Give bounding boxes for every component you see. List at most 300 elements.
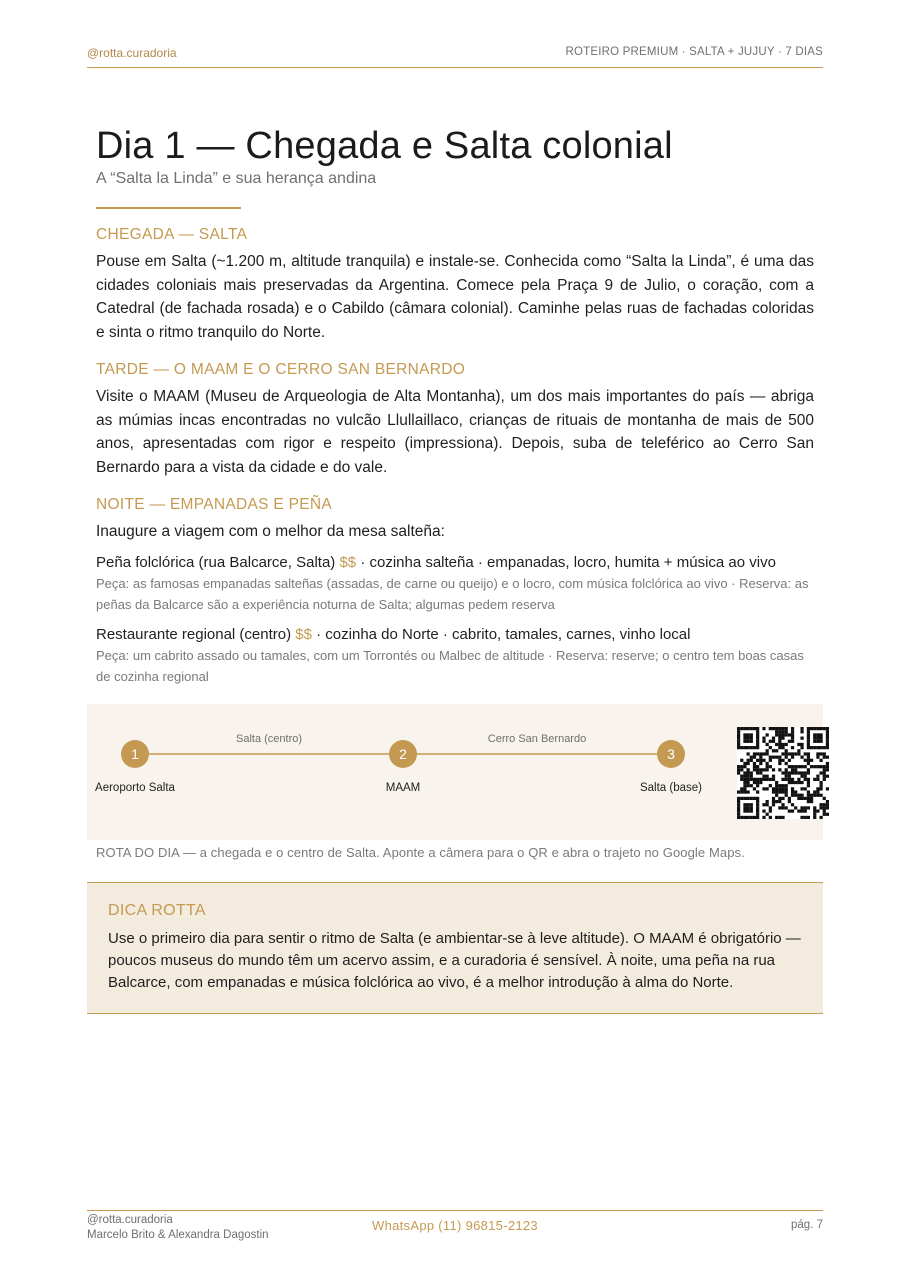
qr-module [756,771,759,774]
qr-module [819,740,822,743]
section-heading-arrival: CHEGADA — SALTA [96,226,248,243]
qr-module [747,746,750,749]
qr-module [797,743,800,746]
qr-module [797,749,800,752]
qr-module [823,765,826,768]
qr-module [743,816,746,819]
qr-module [826,803,829,806]
qr-module [769,746,772,749]
qr-module [823,746,826,749]
qr-module [778,730,781,733]
qr-module [788,797,791,800]
qr-module [813,809,816,812]
qr-module [823,768,826,771]
qr-module [826,740,829,743]
qr-module [775,794,778,797]
qr-module [778,740,781,743]
qr-module [807,733,810,736]
qr-module [778,743,781,746]
qr-module [813,727,816,730]
qr-module [785,794,788,797]
venue-line [96,553,814,573]
qr-module [740,727,743,730]
qr-module [743,746,746,749]
qr-module [743,778,746,781]
qr-module [772,727,775,730]
qr-module [769,806,772,809]
qr-module [788,778,791,781]
venue-details: · cozinha do Norte · cabrito, tamales, carnes, vinho local [316,626,691,643]
qr-module [753,752,756,755]
qr-module [747,740,750,743]
page-footer [87,1210,823,1242]
qr-module [743,765,746,768]
qr-module [766,743,769,746]
venue-name: Peña folclórica (rua Balcarce, Salta) [96,554,336,571]
qr-module [750,771,753,774]
qr-module [791,765,794,768]
qr-module [794,790,797,793]
qr-module [785,743,788,746]
qr-module [791,746,794,749]
section-text-afternoon: Visite o MAAM (Museu de Arqueologia de Alta Montanha), um dos mais importantes do país — abriga as múmias incas encontradas no vulcão Llullaillaco, crianças de rituais de montanha de mais de 500 anos, apresentadas com rigor e respeito (impressiona). Depois, suba de teleférico ao Cerro San Bernardo para a vista da cidade e do vale. [96,388,814,476]
qr-module [747,778,750,781]
qr-module [750,740,753,743]
qr-module [750,737,753,740]
qr-module [816,752,819,755]
venue-price: $$ [295,626,312,643]
main-content [96,124,814,687]
route-stop-label: MAAM [385,782,421,794]
qr-module [807,797,810,800]
qr-module [791,809,794,812]
qr-module [794,771,797,774]
qr-module [756,803,759,806]
qr-module [823,806,826,809]
qr-module [737,743,740,746]
qr-module [759,768,762,771]
qr-module [807,806,810,809]
qr-module [737,816,740,819]
qr-module [772,790,775,793]
qr-module [740,768,743,771]
qr-module [747,781,750,784]
footer-authors: Marcelo Brito & Alexandra Dagostin [87,1229,269,1241]
qr-module [762,740,765,743]
qr-module [826,813,829,816]
qr-module [750,746,753,749]
qr-module [816,733,819,736]
route-leg-label: Salta (centro) [235,733,303,745]
qr-module [778,727,781,730]
qr-module [747,809,750,812]
qr-module [800,775,803,778]
qr-module [747,752,750,755]
qr-module [766,768,769,771]
route-map-box [87,704,823,840]
qr-module [788,800,791,803]
qr-module [743,809,746,812]
qr-module [807,762,810,765]
qr-module [800,787,803,790]
qr-module [810,746,813,749]
venue-details: · cozinha salteña · empanadas, locro, humita + música ao vivo [360,554,776,571]
qr-module [826,787,829,790]
qr-module [800,727,803,730]
qr-module [750,775,753,778]
qr-module [781,737,784,740]
qr-module [753,781,756,784]
section-heading-night: NOITE — EMPANADAS E PEÑA [96,496,333,513]
qr-module [816,778,819,781]
qr-module [785,784,788,787]
qr-module [756,809,759,812]
qr-module [759,771,762,774]
qr-module [794,781,797,784]
qr-module [810,765,813,768]
qr-module [788,759,791,762]
qr-module [807,800,810,803]
qr-module [807,756,810,759]
qr-module [740,816,743,819]
qr-module [813,778,816,781]
qr-module [775,730,778,733]
qr-module [788,733,791,736]
qr-module [753,778,756,781]
qr-module [750,784,753,787]
qr-module [743,737,746,740]
qr-module [804,816,807,819]
qr-module [753,816,756,819]
qr-module [769,727,772,730]
qr-module [775,743,778,746]
route-caption: ROTA DO DIA — a chegada e o centro de Salta. Aponte a câmera para o QR e abra o trajeto no Google Maps. [96,845,745,860]
qr-module [816,740,819,743]
qr-module [807,768,810,771]
qr-module [819,727,822,730]
qr-module [804,759,807,762]
qr-module [826,775,829,778]
qr-module [800,737,803,740]
qr-module [791,771,794,774]
qr-module [737,733,740,736]
qr-module [756,746,759,749]
route-stop-label: Aeroporto Salta [95,782,175,794]
qr-module [813,813,816,816]
qr-module [813,790,816,793]
qr-module [826,762,829,765]
qr-module [816,765,819,768]
qr-module [791,730,794,733]
qr-module [823,775,826,778]
qr-module [823,797,826,800]
route-diagram [87,704,823,840]
qr-module [747,737,750,740]
qr-module [772,800,775,803]
qr-module [772,778,775,781]
qr-module [823,752,826,755]
section-heading-afternoon: TARDE — O MAAM E O CERRO SAN BERNARDO [96,361,466,378]
qr-module [740,775,743,778]
qr-module [766,775,769,778]
qr-module [737,797,740,800]
qr-module [819,803,822,806]
qr-module [737,765,740,768]
qr-module [756,800,759,803]
qr-module [781,743,784,746]
qr-module [753,727,756,730]
qr-module [753,762,756,765]
qr-module [800,797,803,800]
qr-module [819,806,822,809]
qr-module [791,740,794,743]
tip-text: Use o primeiro dia para sentir o ritmo de Salta (e ambientar-se à leve altitude). O MAAM é obrigatório — poucos museus do mundo têm um acervo assim, e a curadoria é sensível. À noite, uma peña na rua Balcarce, com empanadas e música folclórica ao vivo, é a melhor introdução à alma do Norte. [108,930,801,991]
route-stop-number: 1 [131,746,139,762]
qr-module [762,768,765,771]
qr-module [740,790,743,793]
qr-module [750,809,753,812]
qr-module [766,803,769,806]
qr-module [816,775,819,778]
qr-module [807,752,810,755]
qr-module [794,765,797,768]
qr-module [740,787,743,790]
qr-module [737,803,740,806]
qr-module [753,756,756,759]
qr-module [816,746,819,749]
qr-module [750,778,753,781]
qr-module [756,806,759,809]
qr-module [797,778,800,781]
qr-module [750,733,753,736]
qr-module [823,803,826,806]
qr-module [807,790,810,793]
qr-module [807,778,810,781]
page-title: Dia 1 — Chegada e Salta colonial [96,125,673,167]
qr-module [747,733,750,736]
qr-module [766,787,769,790]
qr-module [778,816,781,819]
header-document-title: ROTEIRO PREMIUM · SALTA + JUJUY · 7 DIAS [565,46,823,58]
qr-module [750,816,753,819]
qr-module [775,800,778,803]
qr-module [756,733,759,736]
qr-module [756,790,759,793]
qr-module [810,800,813,803]
qr-module [797,765,800,768]
qr-module [747,816,750,819]
qr-module [747,727,750,730]
qr-module [747,790,750,793]
qr-module [800,781,803,784]
qr-module [785,730,788,733]
qr-module [759,762,762,765]
qr-module [766,778,769,781]
qr-module [826,737,829,740]
qr-module [810,759,813,762]
qr-module [756,759,759,762]
qr-module [759,752,762,755]
qr-module [823,813,826,816]
qr-module [819,784,822,787]
qr-module [791,768,794,771]
qr-module [769,816,772,819]
qr-module [826,800,829,803]
qr-module [772,775,775,778]
qr-module [762,752,765,755]
qr-module [781,797,784,800]
section-text-night: Inaugure a viagem com o melhor da mesa salteña: [96,523,445,540]
qr-module [800,756,803,759]
qr-module [791,781,794,784]
qr-module [756,768,759,771]
qr-module [737,730,740,733]
qr-module [743,781,746,784]
qr-module [804,809,807,812]
qr-module [785,778,788,781]
qr-module [781,816,784,819]
qr-module [804,797,807,800]
qr-module [737,809,740,812]
qr-module [747,803,750,806]
qr-module [785,771,788,774]
qr-module [772,768,775,771]
qr-module [794,806,797,809]
qr-module [775,756,778,759]
qr-module [823,778,826,781]
qr-module [769,765,772,768]
qr-module [756,797,759,800]
qr-module [791,790,794,793]
qr-module [804,765,807,768]
qr-module [737,813,740,816]
qr-module [766,765,769,768]
qr-module [826,806,829,809]
qr-module [769,784,772,787]
qr-module [756,730,759,733]
qr-module [756,765,759,768]
qr-module [737,806,740,809]
qr-module [797,797,800,800]
qr-module [816,790,819,793]
qr-module [788,771,791,774]
qr-module [756,778,759,781]
qr-module [743,727,746,730]
qr-module [788,781,791,784]
qr-module [791,778,794,781]
qr-module [781,727,784,730]
qr-module [810,794,813,797]
qr-module [823,809,826,812]
qr-module [747,784,750,787]
qr-module [756,740,759,743]
qr-module [819,733,822,736]
qr-module [781,733,784,736]
qr-module [794,794,797,797]
qr-module [775,816,778,819]
qr-module [819,787,822,790]
qr-module [756,781,759,784]
qr-module [807,727,810,730]
qr-module [772,756,775,759]
qr-module [826,730,829,733]
footer-contact[interactable]: WhatsApp (11) 96815-2123 [372,1218,538,1233]
qr-module [766,800,769,803]
qr-module [791,737,794,740]
qr-module [759,778,762,781]
qr-module [750,806,753,809]
qr-module [740,746,743,749]
qr-module [813,733,816,736]
header-brand: @rotta.curadoria [87,46,177,60]
qr-module [785,768,788,771]
qr-module [743,803,746,806]
qr-module [766,813,769,816]
qr-module [775,781,778,784]
qr-module [775,787,778,790]
qr-module [762,809,765,812]
qr-module [816,756,819,759]
qr-module [753,765,756,768]
qr-module [772,737,775,740]
qr-module [791,727,794,730]
footer-handle: @rotta.curadoria [87,1214,173,1226]
qr-module [766,752,769,755]
qr-module [766,749,769,752]
qr-module [800,771,803,774]
qr-module [747,762,750,765]
qr-module [788,740,791,743]
qr-module [791,733,794,736]
qr-module [775,790,778,793]
qr-module [762,803,765,806]
qr-module [804,771,807,774]
qr-code-icon[interactable] [737,727,829,819]
qr-module [800,806,803,809]
qr-module [797,781,800,784]
qr-module [813,740,816,743]
qr-module [778,787,781,790]
qr-module [753,746,756,749]
qr-module [819,794,822,797]
qr-module [778,756,781,759]
qr-module [816,794,819,797]
qr-module [737,790,740,793]
qr-module [823,727,826,730]
qr-module [766,733,769,736]
qr-module [800,809,803,812]
qr-module [772,749,775,752]
qr-module [800,746,803,749]
qr-module [759,759,762,762]
qr-module [807,781,810,784]
qr-module [807,740,810,743]
qr-module [804,752,807,755]
qr-module [775,733,778,736]
qr-module [781,778,784,781]
qr-module [775,749,778,752]
qr-module [813,765,816,768]
qr-module [800,816,803,819]
qr-module [775,727,778,730]
qr-module [743,787,746,790]
qr-module [785,733,788,736]
qr-module [810,797,813,800]
qr-module [737,746,740,749]
qr-module [819,781,822,784]
qr-module [781,759,784,762]
qr-module [747,775,750,778]
